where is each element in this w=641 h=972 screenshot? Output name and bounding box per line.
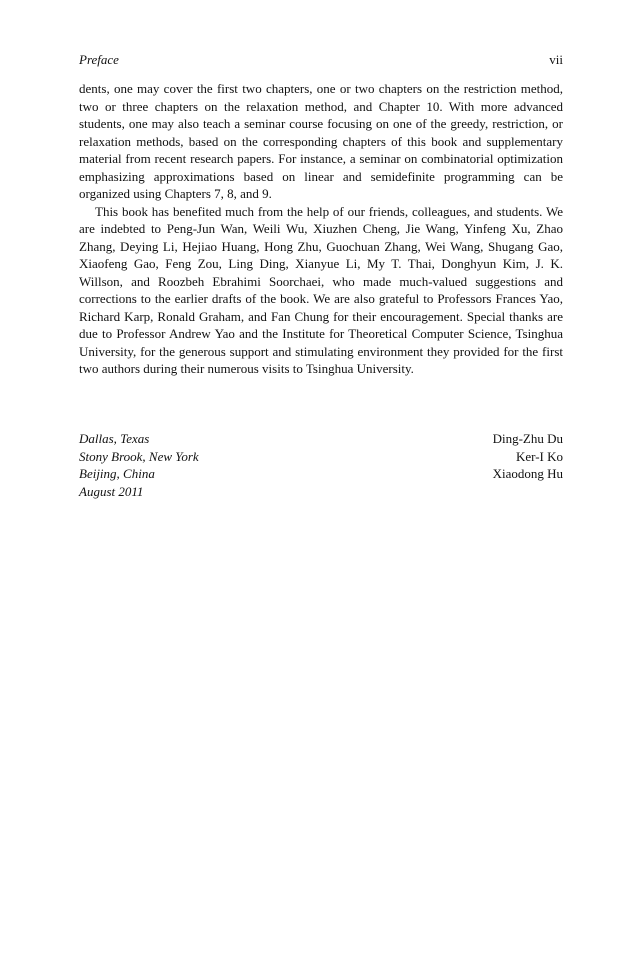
place-date-list	[79, 430, 199, 500]
paragraph-acknowledgments: This book has benefited much from the help of our friends, colleagues, and students. We are indebted to Peng-Jun Wan, Weili Wu, Xiuzhen Cheng, Jie Wang, Yinfeng Xu, Zhao Zhang, Deying Li, Hejiao Huang, Hong Zhu, Guochuan Zhang, Wei Wang, Shugang Gao, Xiaofeng Gao, Feng Zou, Ling Ding, Xianyue Li, My T. Thai, Donghyun Kim, J. K. Willson, and Roozbeh Ebrahimi Soorchaei, who made much-valued suggestions and corrections to the earlier drafts of the book. We are also grateful to Professors Frances Yao, Richard Karp, Ronald Graham, and Fan Chung for their encouragement. Special thanks are due to Professor Andrew Yao and the Institute for Theoretical Computer Science, Tsinghua University, for the generous support and stimulating environment they provided for the first two authors during their numerous visits to Tsinghua University.	[79, 203, 563, 376]
author-ko: Ker-I Ko	[515, 448, 563, 464]
section-title: Preface	[79, 52, 119, 67]
running-head	[79, 51, 563, 69]
date: August 2011	[79, 483, 144, 499]
place-dallas: Dallas, Texas	[79, 431, 150, 446]
paragraph-continued: dents, one may cover the first two chapters, one or two chapters on the restriction method, two or three chapters on the relaxation method, and Chapter 10. With more advanced students, one may also teach a seminar course focusing on one of the greedy, restriction, or relaxation methods, based on the corresponding chapters of this book and supplementary material from recent research papers. For instance, a seminar on combinatorial optimization emphasizing approximations based on linear and semidefinite programming can be organized using Chapters 7, 8, and 9.	[79, 81, 563, 201]
author-du: Ding-Zhu Du	[492, 431, 563, 446]
place-stony-brook: Stony Brook, New York	[79, 448, 199, 464]
preface-body	[79, 80, 563, 378]
author-list	[493, 430, 563, 483]
book-page	[79, 0, 563, 972]
place-beijing: Beijing, China	[79, 466, 155, 481]
author-hu: Xiaodong Hu	[492, 466, 563, 481]
page-number: vii	[549, 52, 563, 67]
